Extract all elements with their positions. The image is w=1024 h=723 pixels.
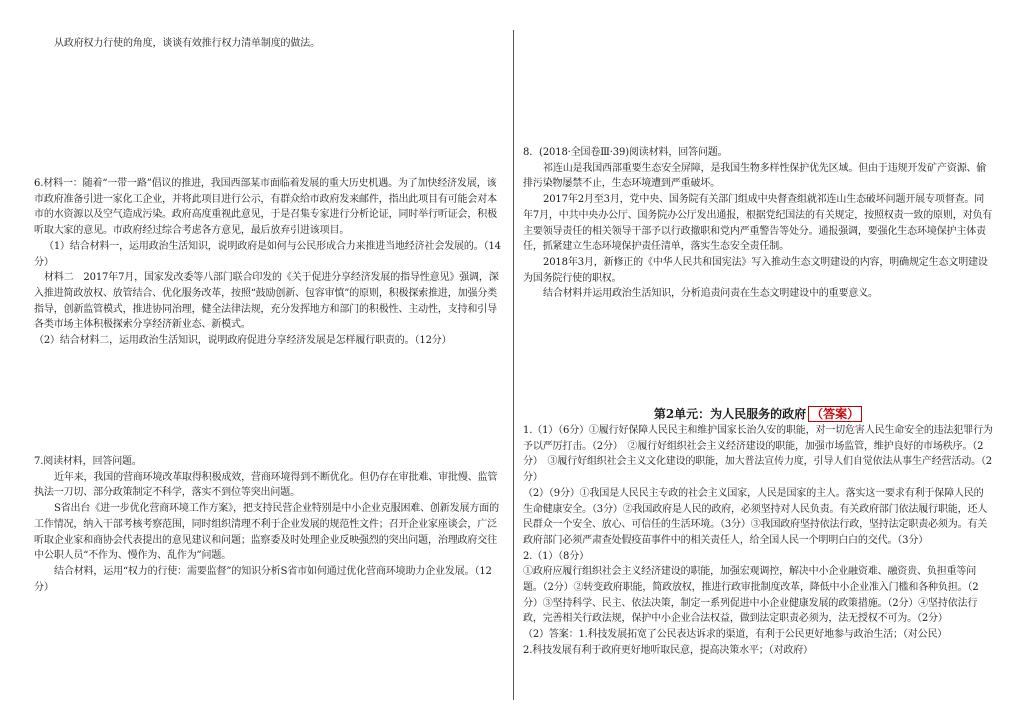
q7-paragraph-1: 近年来，我国的营商环境改革取得积极成效，营商环境得到不断优化。但仍存在审批难、审批慢、监管执法一刀切、部分政策制定不科学，落实不到位等突出问题。	[34, 471, 498, 499]
answer-2-2: （2）答案：1.科技发展拓宽了公民表达诉求的渠道，有利于公民更好地参与政治生活；（对公民）	[523, 629, 948, 641]
answer-1-1: 1.（1）（6分）①履行好保障人民民主和维护国家长治久安的职能，对一切危害人民生命安全的违法犯罪行为予以严厉打击。（2分） ②履行好组织社会主义经济建设的职能，加强市场监管，维护良好的市场秩序。（2分） ③履行好组织社会主义文化建设的职能，加大普法宣传力度，引导人们自觉依法从事生产经营活动。（2分）	[523, 425, 993, 484]
question-8-block	[523, 145, 993, 302]
q6-subquestion-1: （1）结合材料一，运用政治生活知识，说明政府是如何与公民形成合力来推进当地经济社会发展的。（14分）	[34, 240, 501, 268]
answer-2-3: 2.科技发展有利于政府更好地听取民意，提高决策水平；（对政府）	[523, 644, 813, 656]
q6-subquestion-2: （2）结合材料二，运用政治生活知识，说明政府促进分享经济发展是怎样履行职责的。（12分）	[34, 335, 452, 347]
question-6-block	[34, 176, 502, 349]
column-divider	[513, 30, 514, 700]
q8-paragraph-3: 2018年3月，新修正的《中华人民共和国宪法》写入推动生态文明建设的内容，明确规定生态文明建设为国务院行使的职权。	[523, 256, 988, 284]
q6-material-2: 材料二 2017年7月，国家发改委等八部门联合印发的《关于促进分享经济发展的指导性意见》强调，深入推进简政放权、放管结合、优化服务改革，按照“鼓励创新、包容审慎”的原则，积极探索推进，加强分类指导，创新监管模式，推进协同治理，健全法律法规，充分发挥地方和部门的积极性、主动性，支持和引导各类市场主体积极探索分享经济新业态、新模式。	[34, 272, 499, 331]
left-intro-block	[34, 36, 502, 52]
answers-heading	[523, 406, 993, 422]
q7-intro: 7.阅读材料，回答问题。	[34, 456, 142, 467]
q8-question: 结合材料并运用政治生活知识，分析追责问责在生态文明建设中的重要意义。	[543, 288, 878, 300]
left-intro-question: 从政府权力行使的角度，谈谈有效推行权力清单制度的做法。	[54, 38, 320, 49]
q8-paragraph-2: 2017年2月至3月，党中央、国务院有关部门组成中央督查组就祁连山生态破坏问题开展专项督查。同年7月，中共中央办公厅、国务院办公厅发出通报，根据党纪国法的有关规定，按照权责一致的原则，对负有主要领导责任的相关领导干部予以行政撤职和党内严重警告等处分。通报强调，要强化生态环境保护主体责任，抓紧建立生态环境保护责任清单，落实生态安全责任制。	[523, 194, 993, 253]
q8-paragraph-1: 祁连山是我国西部重要生态安全屏障，是我国生物多样性保护优先区域。但由于违规开发矿产资源、偷排污染物屡禁不止，生态环境遭到严重破坏。	[523, 162, 987, 190]
q6-material-1: 6.材料一：随着“一带一路”倡议的推进，我国西部某市面临着发展的重大历史机遇。为了加快经济发展，该市政府准备引进一家化工企业，并将此项目进行公示，有群众给市政府发来邮件，指出此项目有可能会对本市的水资源以及空气造成污染。政府高度重视此意见，于是召集专家进行分析论证，同时举行听证会，积极听取大家的意见。市政府经过综合考虑各方意见，最后放弃引进该项目。	[34, 178, 497, 237]
q7-question: 结合材料，运用“权力的行使：需要监督”的知识分析S省市如何通过优化营商环境助力企业发展。（12分）	[34, 565, 492, 593]
q7-paragraph-2: S省出台《进一步优化营商环境工作方案》，把支持民营企业特别是中小企业克服困难、创新发展方面的工作情况，纳入干部考核考察范围，同时组织清理不利于企业发展的规范性文件；召开企业家座谈会，广泛听取企业家和商协会代表提出的意见建议和问题；监察委及时处理企业反映强烈的突出问题，治理政府交往中公职人员“不作为、慢作为、乱作为”问题。	[34, 503, 499, 562]
answers-tag: （答案）	[808, 406, 862, 422]
answer-1-2: （2）（9分）①我国是人民民主专政的社会主义国家，人民是国家的主人。落实这一要求有利于保障人民的生命健康安全。（3分）②我国政府是人民的政府，必须坚持对人民负责。有关政府部门依法履行职能，还人民群众一个安全、放心、可信任的生活环境。（3分）③我国政府坚持依法行政，坚持法定职责必须为。有关政府部门必须严肃查处假疫苗事件中的相关责任人，给全国人民一个明明白白的交代。（3分）	[523, 487, 988, 546]
answers-block	[523, 423, 993, 659]
answer-2-heading: 2.（1）（8分）	[523, 550, 589, 562]
question-7-block	[34, 454, 502, 595]
q8-intro: 8．(2018·全国卷Ⅲ·39)阅读材料，回答问题。	[523, 147, 728, 158]
answers-title: 第2单元：为人民服务的政府	[653, 407, 807, 421]
answer-2-1: ①政府应履行组织社会主义经济建设的职能，加强宏观调控，解决中小企业融资难、融资贵、负担重等问题。（2分）②转变政府职能，简政放权，推进行政审批制度改革，降低中小企业准入门槛和各种负担。（2分）③坚持科学、民主、依法决策，制定一系列促进中小企业健康发展的政策措施。（2分）④坚持依法行政，完善相关行政法规，保护中小企业合法权益，做到法定职责必须为，法无授权不可为。（2分）	[523, 566, 979, 625]
